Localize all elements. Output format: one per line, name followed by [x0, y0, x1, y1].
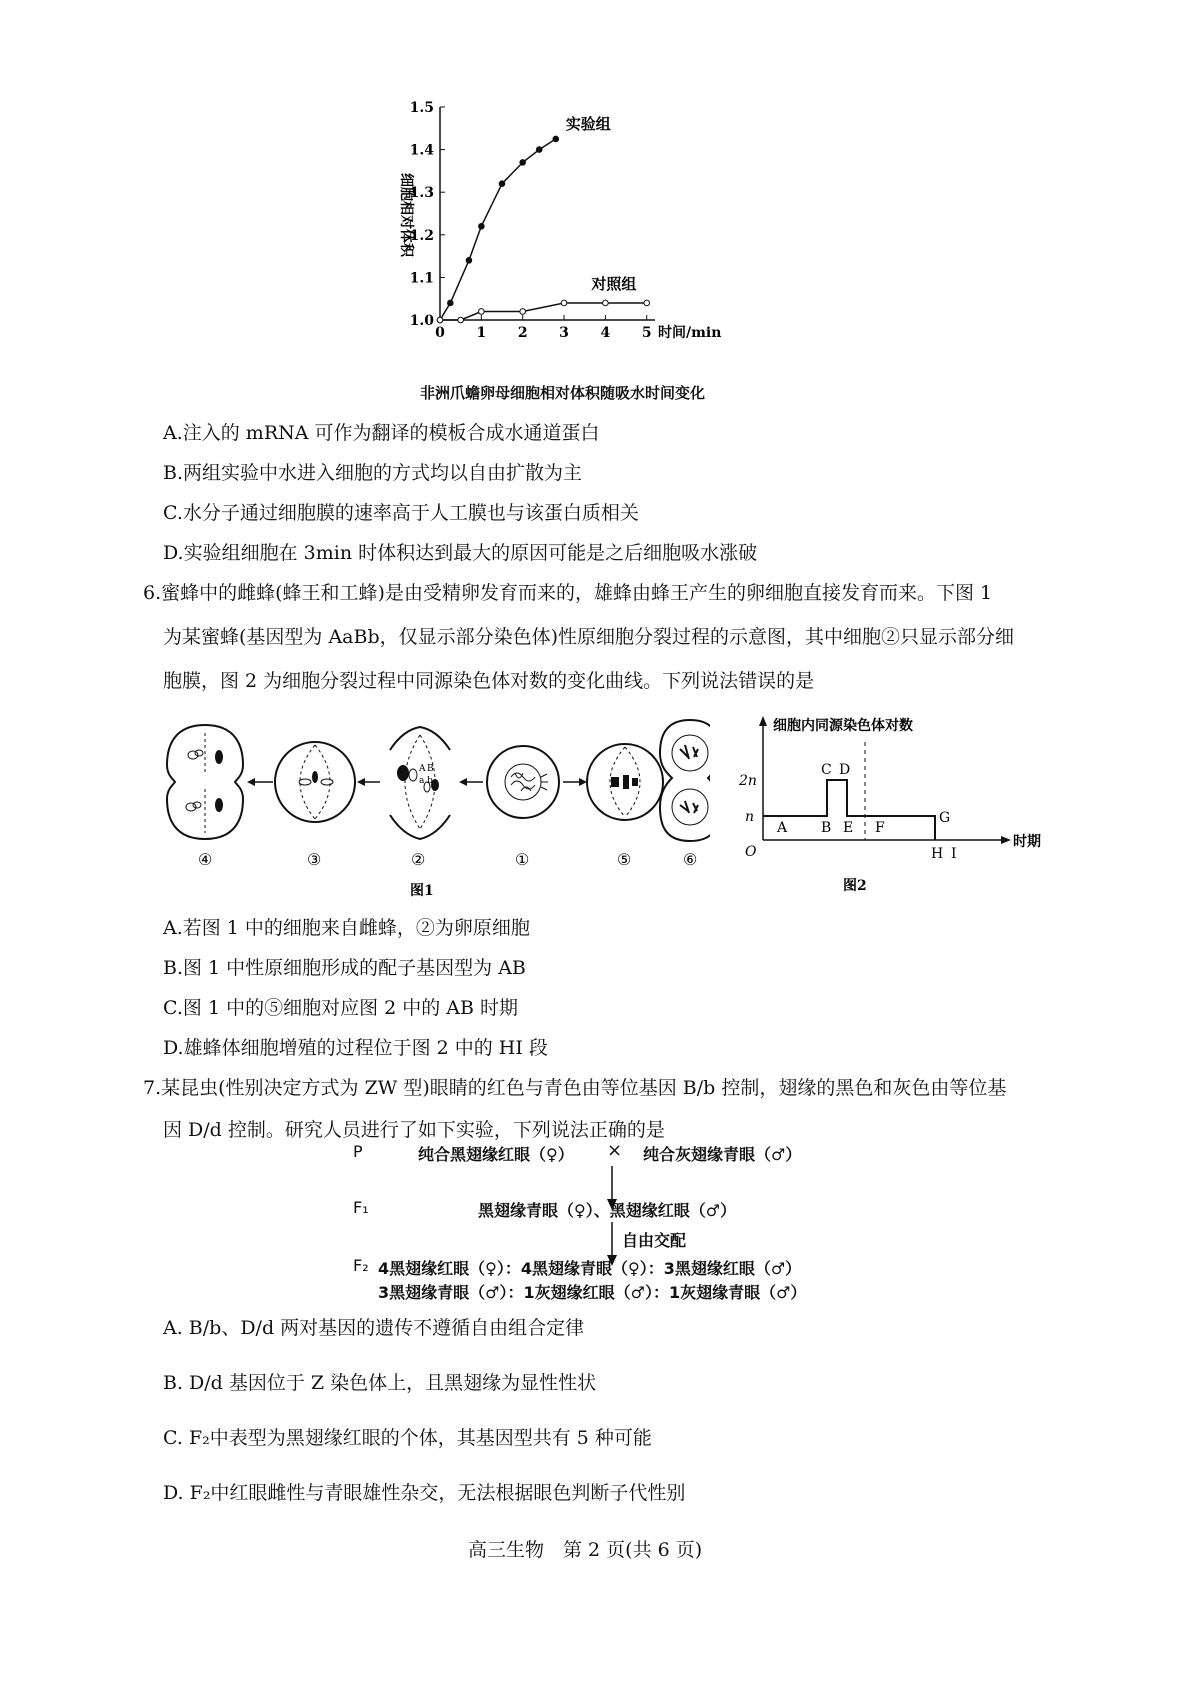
q6-figure-1: [165, 715, 710, 905]
fig2-point-g: G: [939, 810, 951, 826]
q5-option-a: A.注入的 mRNA 可作为翻译的模板合成水通道蛋白: [163, 422, 600, 444]
fig2-point-c: C: [821, 762, 832, 778]
fig2-point-h: H: [931, 846, 944, 862]
chart-y-tick-label: 1.0: [409, 313, 434, 329]
q6-option-d: D.雄蜂体细胞增殖的过程位于图 2 中的 HI 段: [163, 1037, 548, 1059]
gene-label-a-upper: A: [419, 764, 426, 774]
q6-option-a: A.若图 1 中的细胞来自雌蜂，②为卵原细胞: [163, 917, 530, 939]
fig2-point-d: D: [839, 762, 851, 778]
fig2-y-2n: 2n: [739, 773, 757, 789]
chart-y-tick-label: 1.2: [409, 227, 434, 244]
fig2-point-f: F: [875, 820, 885, 836]
cell-label-1: ①: [515, 850, 530, 869]
chart-caption: 非洲爪蟾卵母细胞相对体积随吸水时间变化: [420, 384, 706, 402]
cell-label-2: ②: [411, 850, 426, 869]
chart-x-tick-label: 1: [476, 325, 487, 341]
cross-f2-label: F₂: [353, 1256, 369, 1275]
q7-stem-line-2: 因 D/d 控制。研究人员进行了如下实验，下列说法正确的是: [163, 1119, 665, 1141]
cell-5: [587, 744, 663, 820]
chart-x-tick-label: 4: [600, 325, 611, 341]
chart-y-tick-label: 1.5: [409, 100, 434, 116]
chart-series-line-1: [440, 139, 556, 320]
q5-chart: [380, 95, 780, 405]
chart-point: [520, 160, 526, 166]
fig1-caption: 图1: [410, 883, 434, 899]
chart-y-tick-label: 1.1: [409, 270, 434, 287]
cross-times: ×: [607, 1140, 623, 1161]
q7-option-a: A. B/b、D/d 两对基因的遗传不遵循自由组合定律: [163, 1317, 585, 1339]
cross-f1: 黑翅缘青眼（♀）、黑翅缘红眼（♂）: [478, 1201, 737, 1220]
cell-4: [167, 725, 243, 839]
arrow-2-to-3: [357, 778, 380, 786]
fig2-point-e: E: [843, 820, 854, 836]
cell-6: [660, 720, 710, 841]
arrow-1-to-5: [563, 778, 587, 786]
chart-point: [520, 309, 526, 315]
q7-stem-line-1: 7.某昆虫(性别决定方式为 ZW 型)眼睛的红色与青色由等位基因 B/b 控制，翅缘的黑色和灰色由等位基: [143, 1077, 1007, 1099]
q6-stem-line-2: 为某蜜蜂(基因型为 AaBb，仅显示部分染色体)性原细胞分裂过程的示意图，其中细胞②只显示部分细: [163, 626, 1015, 648]
chart-point: [553, 136, 559, 142]
q5-option-d: D.实验组细胞在 3min 时体积达到最大的原因可能是之后细胞吸水涨破: [163, 542, 758, 564]
gene-label-a-lower: a: [419, 776, 425, 786]
chart-point: [437, 317, 443, 323]
cell-1: [487, 746, 559, 818]
cross-p-label: P: [353, 1142, 363, 1161]
cell-3: [275, 742, 355, 822]
chart-point: [479, 223, 485, 229]
fig2-origin: O: [745, 844, 757, 860]
chart-x-axis-label: 时间/min: [658, 325, 722, 341]
fig2-caption: 图2: [843, 878, 867, 894]
chart-y-tick-label: 1.4: [409, 142, 434, 159]
gene-label-b-upper: B: [427, 764, 434, 774]
chart-y-tick-label: 1.3: [409, 185, 434, 202]
q7-option-d: D. F₂中红眼雌性与青眼雄性杂交，无法根据眼色判断子代性别: [163, 1482, 686, 1504]
chart-point: [603, 300, 609, 306]
q6-stem-line-3: 胞膜，图 2 为细胞分裂过程中同源染色体对数的变化曲线。下列说法错误的是: [163, 670, 815, 692]
fig2-xlabel: 时期: [1013, 834, 1041, 850]
chart-point: [644, 300, 650, 306]
cell-label-5: ⑤: [617, 850, 632, 869]
fig2-y-n: n: [745, 809, 755, 825]
arrow-3-to-4: [247, 778, 273, 786]
chart-point: [561, 300, 567, 306]
page-footer: 高三生物 第 2 页(共 6 页): [468, 1539, 703, 1561]
cell-label-3: ③: [307, 850, 322, 869]
chart-series-label: 对照组: [591, 274, 637, 293]
fig2-ylabel: 细胞内同源染色体对数: [773, 718, 913, 734]
cross-mating: 自由交配: [622, 1231, 687, 1250]
chart-series-line-2: [440, 303, 647, 320]
fig2-point-b: B: [821, 820, 832, 836]
cross-f2-row-1: 4黑翅缘红眼（♀）：4黑翅缘青眼（♀）：3黑翅缘红眼（♂）: [378, 1259, 802, 1278]
cross-p-male: 纯合灰翅缘青眼（♂）: [643, 1145, 802, 1164]
arrow-1-to-2: [459, 778, 483, 786]
q6-option-c: C.图 1 中的⑤细胞对应图 2 中的 AB 时期: [163, 997, 518, 1019]
cross-f2-row-2: 3黑翅缘青眼（♂）：1灰翅缘红眼（♂）：1灰翅缘青眼（♂）: [378, 1283, 807, 1302]
chart-x-tick-label: 2: [517, 325, 528, 341]
chart-x-tick-label: 0: [435, 325, 445, 341]
chart-x-tick-label: 5: [641, 325, 652, 341]
chart-y-axis-label: 细胞相对体积: [398, 173, 414, 257]
q6-stem-line-1: 6.蜜蜂中的雌蜂(蜂王和工蜂)是由受精卵发育而来的，雄蜂由蜂王产生的卵细胞直接发育而来。下图 1: [143, 582, 993, 604]
fig2-point-a: A: [777, 820, 788, 836]
chart-point: [448, 300, 454, 306]
q6-option-b: B.图 1 中性原细胞形成的配子基因型为 AB: [163, 957, 526, 979]
q6-figure-2: [725, 712, 1045, 907]
q7-option-c: C. F₂中表型为黑翅缘红眼的个体，其基因型共有 5 种可能: [163, 1427, 652, 1449]
q7-option-b: B. D/d 基因位于 Z 染色体上，且黑翅缘为显性性状: [163, 1372, 597, 1394]
chart-point: [466, 258, 472, 264]
chart-point: [499, 181, 505, 187]
cell-2: [390, 727, 450, 839]
q5-option-c: C.水分子通过细胞膜的速率高于人工膜也与该蛋白质相关: [163, 502, 639, 524]
fig2-point-i: I: [951, 846, 957, 862]
cross-f1-label: F₁: [353, 1198, 369, 1217]
chart-series-label: 实验组: [565, 114, 611, 133]
cell-label-6: ⑥: [683, 850, 698, 869]
cross-p-female: 纯合黑翅缘红眼（♀）: [418, 1145, 574, 1164]
chart-point: [536, 147, 542, 153]
chart-x-tick-label: 3: [559, 325, 569, 341]
q5-option-b: B.两组实验中水进入细胞的方式均以自由扩散为主: [163, 462, 583, 484]
chart-point: [458, 317, 464, 323]
cell-label-4: ④: [198, 850, 213, 869]
gene-label-b-lower: b: [427, 776, 433, 786]
chart-point: [479, 309, 485, 315]
